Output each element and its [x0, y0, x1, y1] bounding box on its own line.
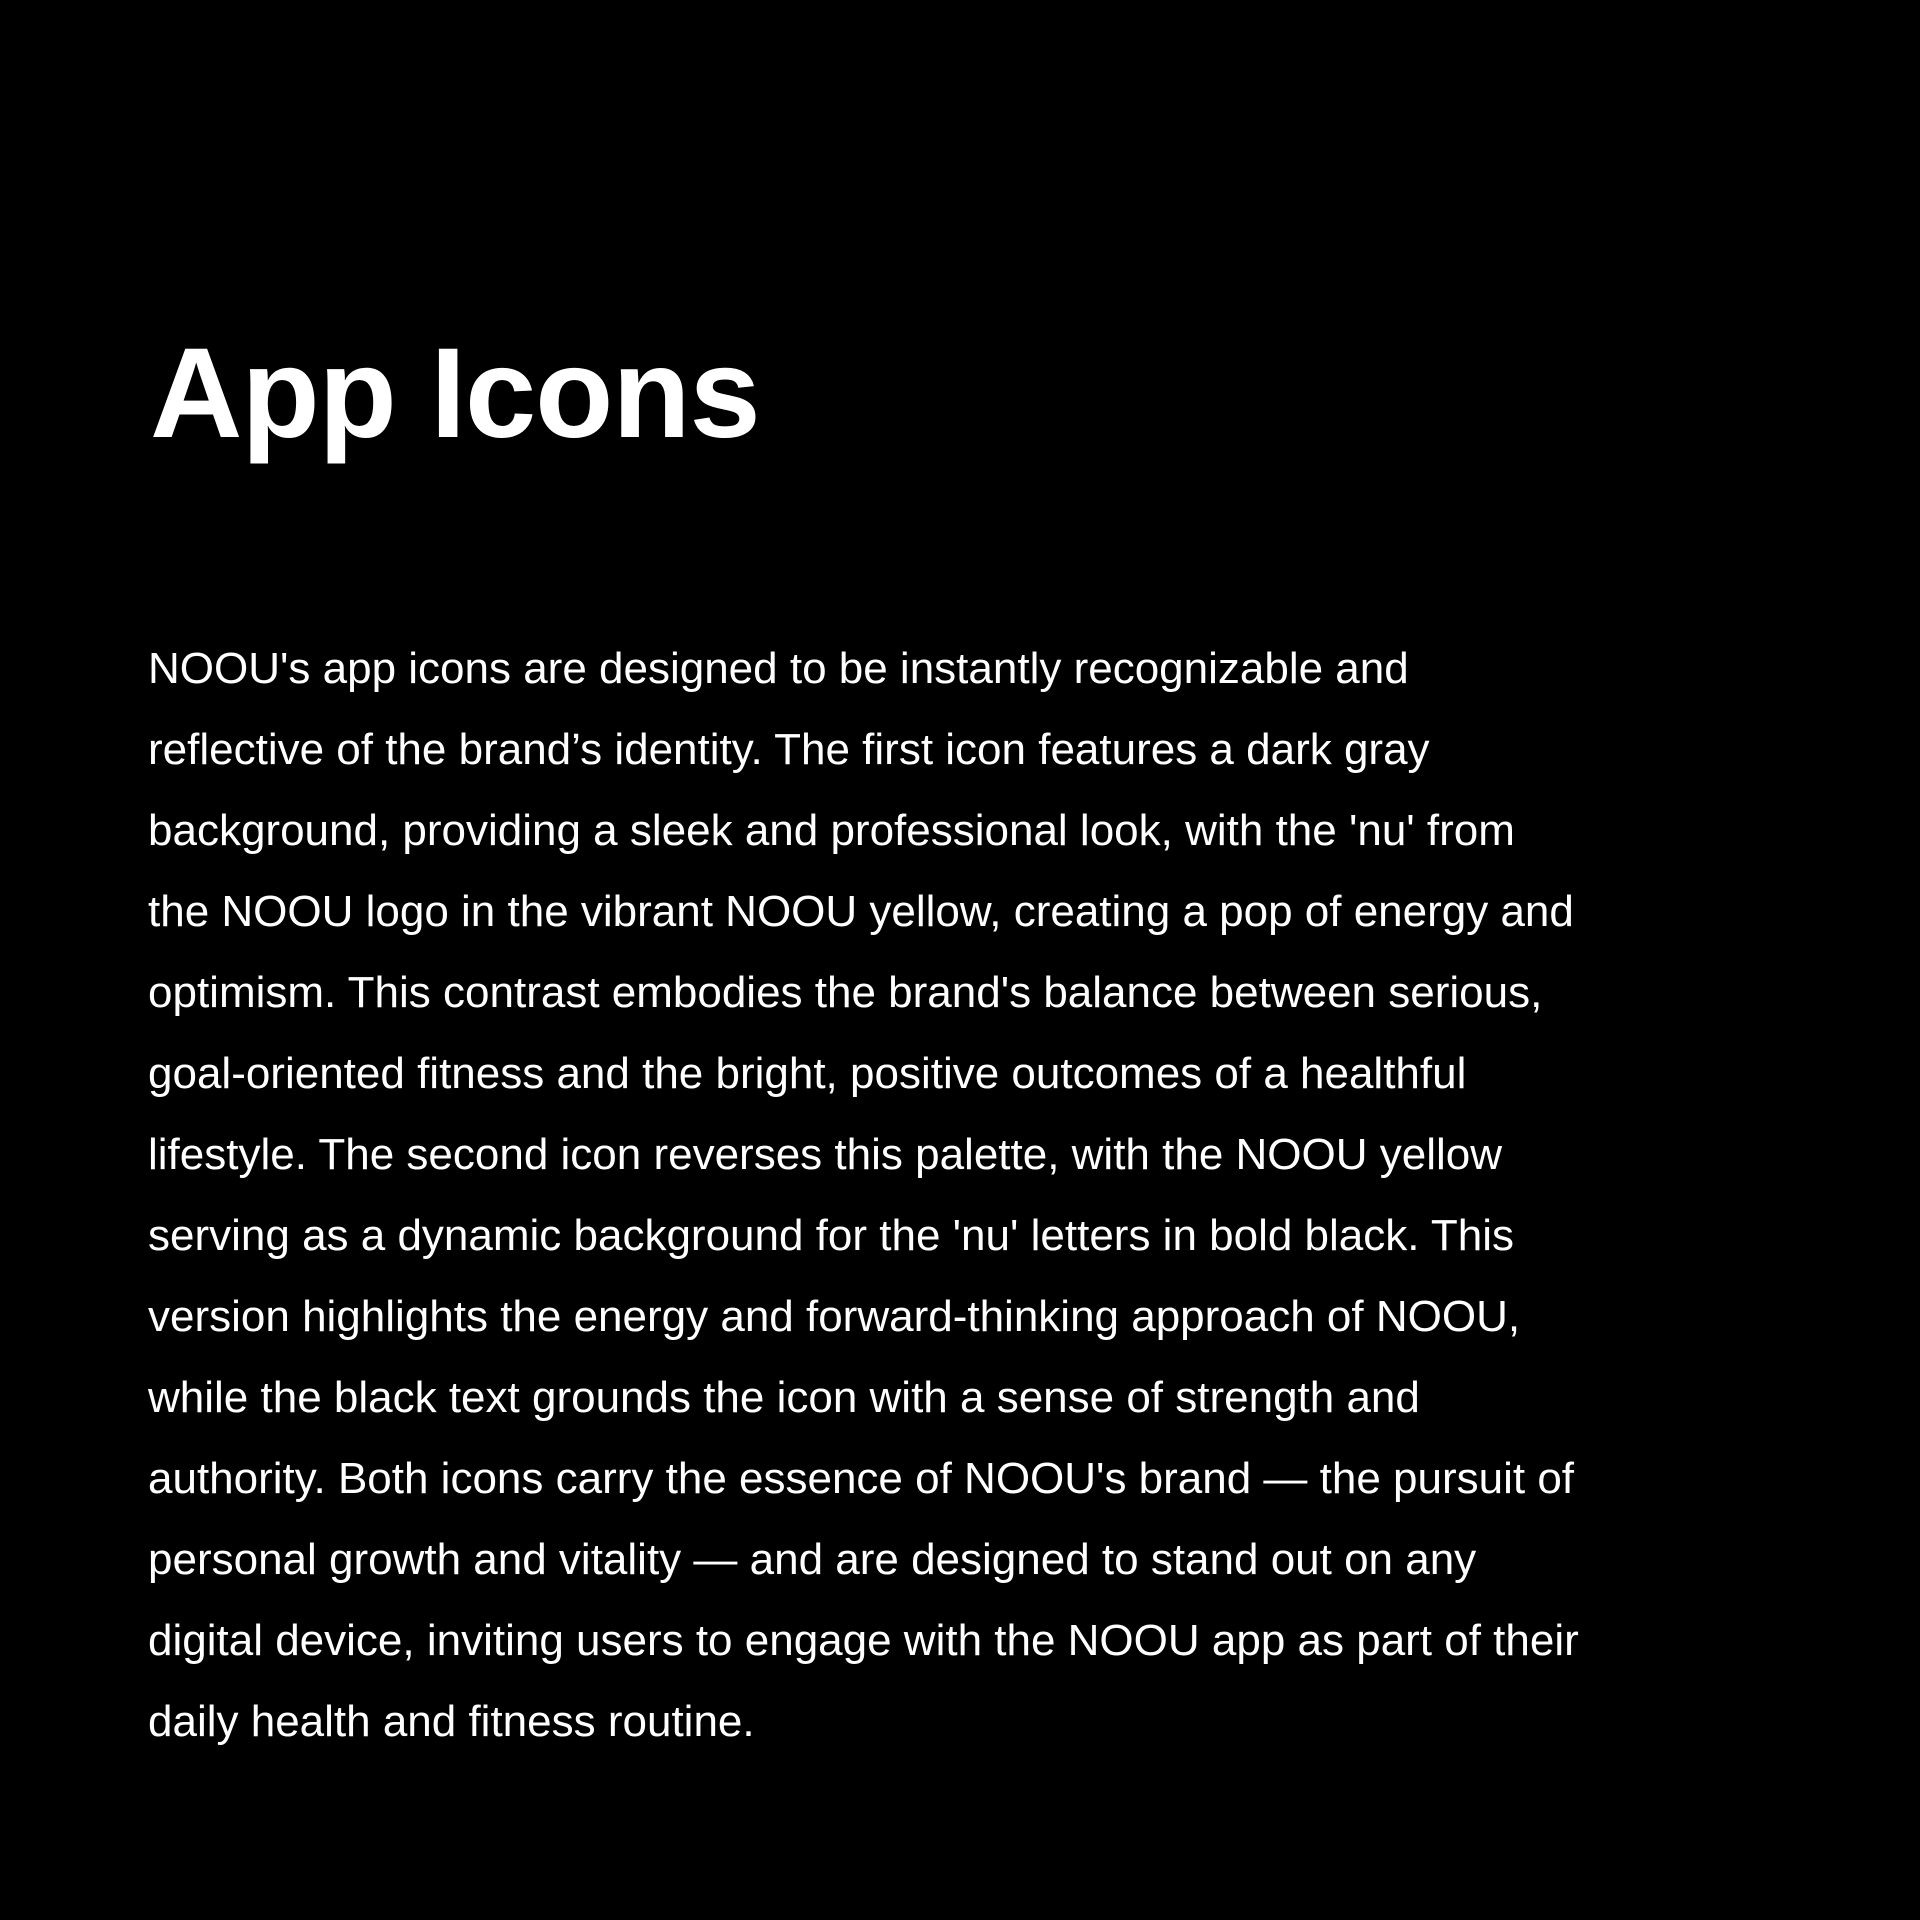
body-line-2: reflective of the brand’s identity. The first icon features a dark gray [148, 725, 1430, 774]
body-line-1: NOOU's app icons are designed to be instantly recognizable and [148, 644, 1409, 693]
body-line-10: while the black text grounds the icon with a sense of strength and [148, 1373, 1420, 1422]
page-title: App Icons [150, 322, 760, 465]
body-paragraph [148, 628, 1788, 1762]
body-line-8: serving as a dynamic background for the 'nu' letters in bold black. This [148, 1211, 1515, 1260]
body-line-4: the NOOU logo in the vibrant NOOU yellow, creating a pop of energy and [148, 887, 1574, 936]
body-line-12: personal growth and vitality — and are designed to stand out on any [148, 1535, 1477, 1584]
body-line-14: daily health and fitness routine. [148, 1697, 755, 1746]
body-line-11: authority. Both icons carry the essence of NOOU's brand — the pursuit of [148, 1454, 1575, 1503]
body-line-13: digital device, inviting users to engage with the NOOU app as part of their [148, 1616, 1579, 1665]
body-line-3: background, providing a sleek and professional look, with the 'nu' from [148, 806, 1515, 855]
body-line-5: optimism. This contrast embodies the brand's balance between serious, [148, 968, 1543, 1017]
body-line-7: lifestyle. The second icon reverses this palette, with the NOOU yellow [148, 1130, 1503, 1179]
body-line-9: version highlights the energy and forward-thinking approach of NOOU, [148, 1292, 1521, 1341]
body-line-6: goal-oriented fitness and the bright, positive outcomes of a healthful [148, 1049, 1467, 1098]
